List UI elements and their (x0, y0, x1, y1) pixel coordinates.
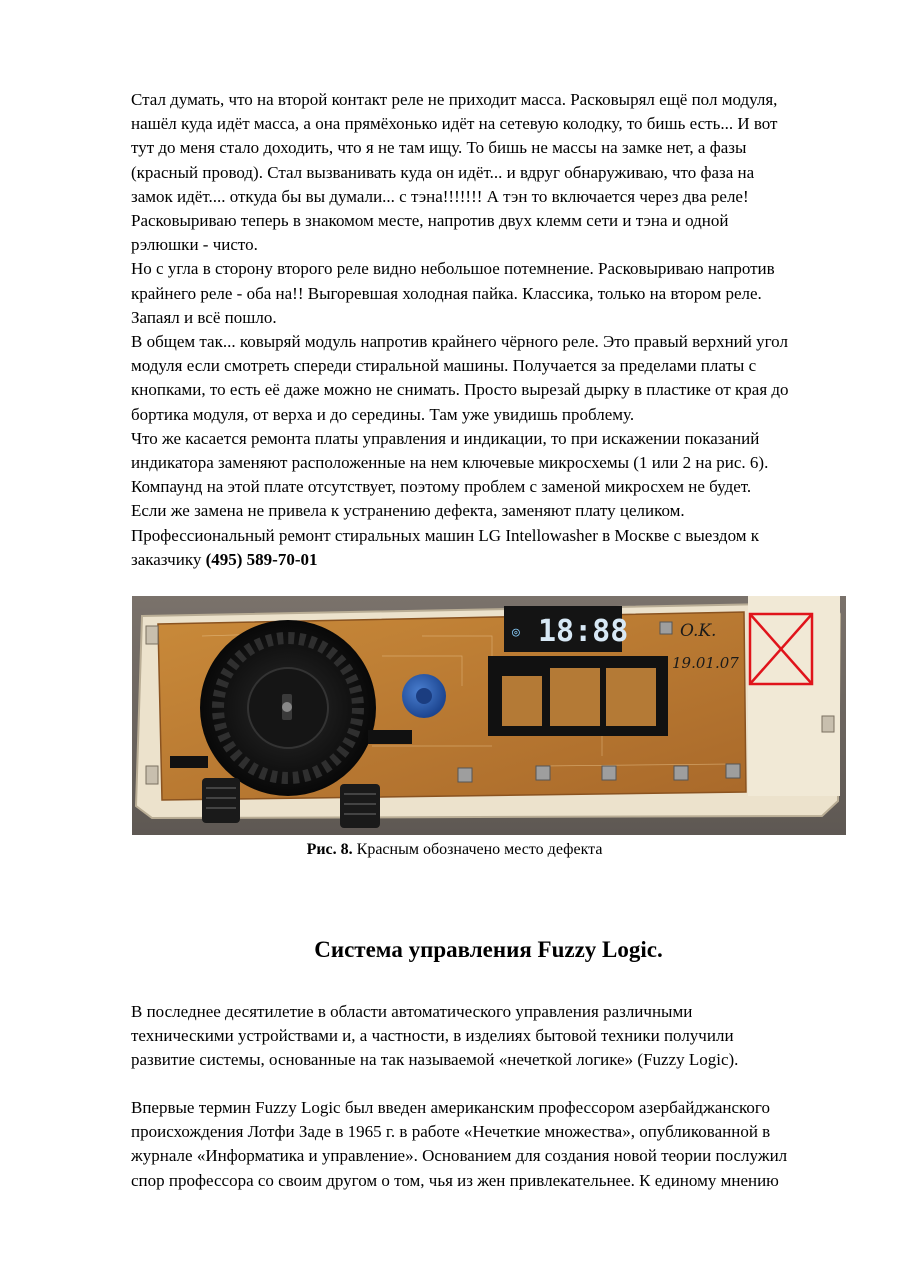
section-heading: Система управления Fuzzy Logic. (314, 937, 663, 962)
figure-control-board-photo (132, 596, 846, 835)
ic-chip (368, 730, 412, 744)
text-line: индикатора заменяют расположенные на нем ключевые микросхемы (1 или 2 на рис. 6). (131, 453, 769, 473)
text-line: Впервые термин Fuzzy Logic был введен американским профессором азербайджанского (131, 1098, 770, 1117)
text-line: развитие системы, основанные на так называемой «нечеткой логике» (Fuzzy Logic). (131, 1050, 739, 1070)
ic-chip-small (170, 756, 208, 768)
text-line: Запаял и всё пошло. (131, 307, 277, 327)
text-line: (красный провод). Стал вызванивать куда он идёт... и вдруг обнаруживаю, что фаза на (131, 162, 755, 182)
board-illustration (132, 596, 846, 835)
text-line: нашёл куда идёт масса, а она прямёхонько идёт на сетевую колодку, то бишь есть... И вот (131, 114, 778, 134)
knob-clip-right (340, 784, 380, 828)
text-line: Но с угла в сторону второго реле видно небольшое потемнение. Расковыриваю напротив (131, 259, 775, 279)
figure-caption (0, 840, 909, 860)
text-line: кнопками, то есть её даже можно не снимать. Просто вырезай дырку в пластике от края до (131, 380, 789, 400)
text-line-phone (131, 548, 851, 572)
handwritten-ok: O.K. (680, 621, 717, 641)
knob-clip-left (202, 778, 240, 823)
text-line: тут до меня стало доходить, что я не там ищу. То бишь не массы на замке нет, а фазы (131, 138, 747, 158)
text-line: Стал думать, что на второй контакт реле не приходит масса. Расковырял ещё пол модуля, (131, 90, 778, 109)
text-line: Расковыриваю теперь в знакомом месте, напротив двух клемм сети и тэна и одной (131, 211, 729, 231)
text-line: Компаунд на этой плате отсутствует, поэтому проблем с заменой микросхем не будет. (131, 477, 752, 497)
text-line: происхождения Лотфи Заде в 1965 г. в работе «Нечеткие множества», опубликованной в (131, 1122, 771, 1142)
text-line: журнале «Информатика и управление». Основанием для создания новой теории послужил (131, 1146, 788, 1166)
paragraph-fuzzy-intro (131, 1000, 851, 1073)
paragraph-fuzzy-history (131, 1096, 851, 1193)
text-line: В общем так... ковыряй модуль напротив крайнего чёрного реле. Это правый верхний угол (131, 332, 788, 352)
text-line: рэлюшки - чисто. (131, 235, 258, 255)
text-line: крайнего реле - оба на!! Выгоревшая холодная пайка. Классика, только на втором реле. (131, 283, 762, 303)
text-line: В последнее десятилетие в области автоматического управления различными (131, 1002, 693, 1021)
text-line: техническими устройствами и, а частности, в изделиях бытовой техники получили (131, 1026, 734, 1046)
handwritten-date: 19.01.07 (672, 654, 739, 672)
text-prefix: заказчику (131, 549, 206, 569)
paragraph-repair-story (131, 88, 851, 572)
caption-label: Рис. 8. (306, 841, 353, 858)
text-line: Что же касается ремонта платы управления и индикации, то при искажении показаний (131, 428, 760, 448)
text-line: замок идёт.... откуда бы вы думали... с тэна!!!!!!! А тэн то включается через два реле! (131, 186, 749, 206)
text-line: спор профессора со своим другом о том, чья из жен привлекательнее. К единому мнению (131, 1170, 779, 1190)
display-digits: 18:88 (538, 614, 629, 649)
text-line: Профессиональный ремонт стиральных машин LG Intellowasher в Москве с выездом к (131, 525, 760, 545)
text-line: Если же замена не привела к устранению дефекта, заменяют плату целиком. (131, 501, 685, 521)
text-line: бортика модуля, от верха и до середины. Там уже увидишь проблему. (131, 404, 635, 424)
phone-number: (495) 589-70-01 (205, 549, 318, 569)
display-icon: ◎ (512, 625, 520, 640)
text-line: модуля если смотреть спереди стиральной машины. Получается за пределами платы с (131, 356, 757, 376)
caption-text: Красным обозначено место дефекта (352, 841, 603, 858)
